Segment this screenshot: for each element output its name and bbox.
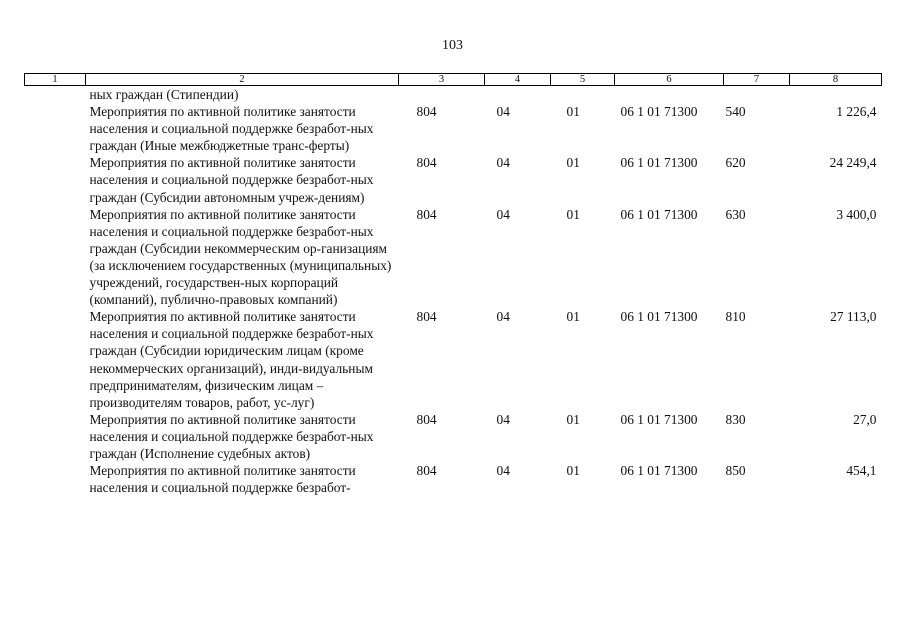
- amount-cell: 24 249,4: [829, 155, 877, 171]
- column-header-6: 6: [615, 74, 724, 86]
- column-header-2: 2: [86, 74, 399, 86]
- amount-cell: 454,1: [846, 463, 877, 479]
- target-article-cell: 06 1 01 71300: [620, 411, 698, 427]
- expense-kind-cell: 630: [725, 206, 746, 222]
- section-code-cell: 04: [496, 309, 510, 325]
- subsection-code-cell: 01: [566, 206, 580, 222]
- expense-name-cell: Мероприятия по активной политике занятости населения и социальной поддержке безработ-ных граждан (Иные межбюджетные транс-ферты): [89, 104, 374, 154]
- target-article-cell: 06 1 01 71300: [620, 155, 698, 171]
- amount-cell: [790, 86, 882, 104]
- subsection-code-cell: 01: [566, 155, 580, 171]
- expense-kind-cell: 810: [725, 309, 746, 325]
- chapter-code-cell: [399, 86, 485, 104]
- row-number-cell: [25, 206, 86, 309]
- target-article-cell: 06 1 01 71300: [620, 206, 698, 222]
- expense-kind-cell: 830: [725, 411, 746, 427]
- section-code-cell: 04: [496, 463, 510, 479]
- column-header-8: 8: [790, 74, 882, 86]
- table-row: [25, 206, 882, 309]
- row-number-cell: [25, 308, 86, 411]
- subsection-code-cell: 01: [566, 411, 580, 427]
- section-code-cell: [485, 86, 551, 104]
- section-code-cell: 04: [496, 411, 510, 427]
- expense-name-cell: Мероприятия по активной политике занятости населения и социальной поддержке безработ-ных граждан (Субсидии автономным учреж-дениям): [89, 155, 374, 205]
- table-row: [25, 86, 882, 104]
- amount-cell: 27 113,0: [830, 309, 877, 325]
- expense-kind-cell: 850: [725, 463, 746, 479]
- subsection-code-cell: 01: [566, 104, 580, 120]
- chapter-code-cell: 804: [416, 104, 437, 120]
- table-row: [25, 411, 882, 462]
- section-code-cell: 04: [496, 206, 510, 222]
- table-row: [25, 103, 882, 154]
- budget-table: [24, 73, 882, 496]
- row-number-cell: [25, 103, 86, 154]
- row-number-cell: [25, 411, 86, 462]
- section-code-cell: 04: [496, 155, 510, 171]
- chapter-code-cell: 804: [416, 309, 437, 325]
- column-header-7: 7: [724, 74, 790, 86]
- chapter-code-cell: 804: [416, 411, 437, 427]
- column-header-5: 5: [551, 74, 615, 86]
- amount-cell: 1 226,4: [836, 104, 877, 120]
- table-row: [25, 308, 882, 411]
- subsection-code-cell: [551, 86, 615, 104]
- expense-name-cell: ных граждан (Стипендии): [89, 87, 239, 102]
- chapter-code-cell: 804: [416, 463, 437, 479]
- section-code-cell: 04: [496, 104, 510, 120]
- subsection-code-cell: 01: [566, 463, 580, 479]
- column-header-1: 1: [25, 74, 86, 86]
- target-article-cell: 06 1 01 71300: [620, 309, 698, 325]
- expense-name-cell: Мероприятия по активной политике занятости населения и социальной поддержке безработ-ных граждан (Субсидии некоммерческим ор-ганизациям (за исключением государственных (муниципальных) учреждений, государствен-ных корпораций (компаний), публично-правовых компаний): [89, 206, 392, 308]
- chapter-code-cell: 804: [416, 206, 437, 222]
- expense-name-cell: Мероприятия по активной политике занятости населения и социальной поддержке безработ-ных граждан (Субсидии юридическим лицам (кроме некоммерческих организаций), инди-видуальным предпринимателям, физическим лицам – производителям товаров, работ, ус-луг): [89, 309, 374, 410]
- row-number-cell: [25, 462, 86, 496]
- expense-kind-cell: 620: [725, 155, 746, 171]
- column-number-header-row: [25, 74, 882, 86]
- row-number-cell: [25, 86, 86, 104]
- page-number: 103: [442, 38, 463, 53]
- amount-cell: 3 400,0: [836, 206, 877, 222]
- column-header-3: 3: [399, 74, 485, 86]
- target-article-cell: 06 1 01 71300: [620, 463, 698, 479]
- target-article-cell: 06 1 01 71300: [620, 104, 698, 120]
- expense-kind-cell: [724, 86, 790, 104]
- expense-name-cell: Мероприятия по активной политике занятости населения и социальной поддержке безработ-ных граждан (Исполнение судебных актов): [89, 411, 374, 461]
- subsection-code-cell: 01: [566, 309, 580, 325]
- chapter-code-cell: 804: [416, 155, 437, 171]
- table-row: [25, 154, 882, 205]
- table-row: [25, 462, 882, 496]
- amount-cell: 27,0: [853, 411, 877, 427]
- expense-kind-cell: 540: [725, 104, 746, 120]
- target-article-cell: [615, 86, 724, 104]
- expense-name-cell: Мероприятия по активной политике занятости населения и социальной поддержке безработ-: [89, 463, 356, 496]
- column-header-4: 4: [485, 74, 551, 86]
- row-number-cell: [25, 154, 86, 205]
